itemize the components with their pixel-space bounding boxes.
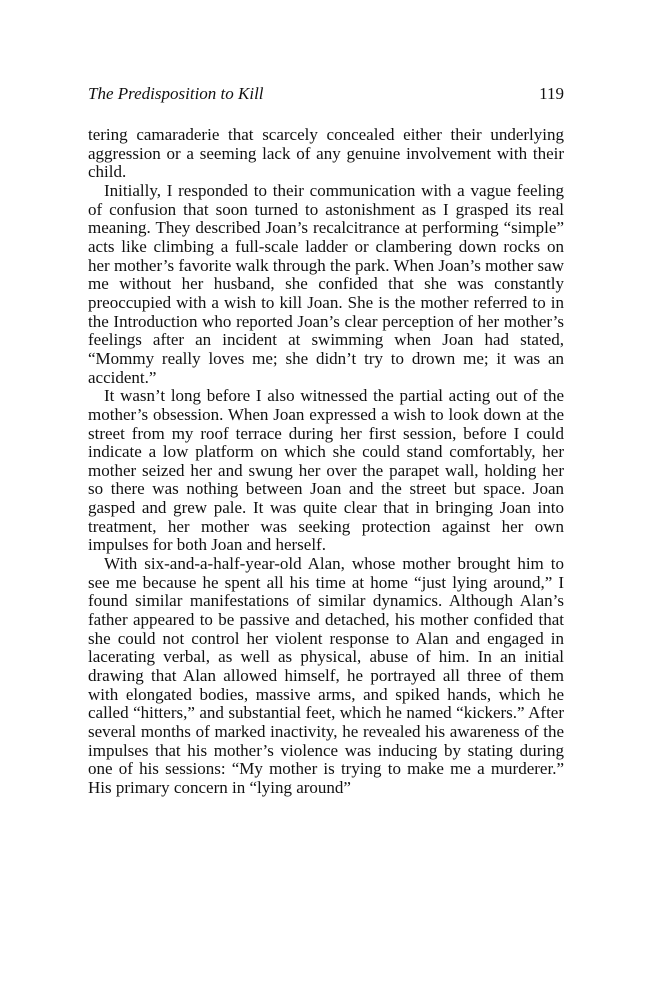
book-page: [88, 84, 564, 798]
paragraph-roof-terrace: It wasn’t long before I also witnessed the partial acting out of the mother’s obsession. When Joan expressed a wish to look down at the street from my roof terrace during her first session, before I could indicate a low platform on which she could stand comfortably, her mother seized her and swung her over the parapet wall, holding her so there was nothing between Joan and the street but space. Joan gasped and grew pale. It was quite clear that in bringing Joan into treatment, her mother was seeking protection against her own impulses for both Joan and herself.: [88, 386, 564, 555]
body-text: [88, 126, 564, 798]
paragraph-alan: With six-and-a-half-year-old Alan, whose mother brought him to see me because he spent all his time at home “just lying around,” I found similar manifestations of similar dynamics. Although Alan’s father appeared to be passive and detached, his mother confided that she could not control her violent response to Alan and engaged in lacerating verbal, as well as physical, abuse of him. In an initial drawing that Alan allowed himself, he portrayed all three of them with elongated bodies, massive arms, and spiked hands, which he called “hitters,” and substantial feet, which he named “kickers.” After several months of marked inactivity, he revealed his awareness of the impulses that his mother’s violence was inducing by stating during one of his sessions: “My mother is trying to make me a murderer.” His primary concern in “lying around”: [88, 554, 564, 797]
running-title: The Predisposition to Kill: [88, 84, 264, 103]
paragraph-continuation: tering camaraderie that scarcely concealed either their underlying aggression or a seeming lack of any genuine involvement with their child.: [88, 125, 564, 182]
paragraph-joan-parents: Initially, I responded to their communication with a vague feeling of confusion that soon turned to astonishment as I grasped its real meaning. They described Joan’s recalcitrance at performing “simple” acts like climbing a full-scale ladder or clambering down rocks on her mother’s favorite walk through the park. When Joan’s mother saw me without her husband, she confided that she was constantly preoccupied with a wish to kill Joan. She is the mother referred to in the Introduction who reported Joan’s clear perception of her mother’s feelings after an incident at swimming when Joan had stated, “Mommy really loves me; she didn’t try to drown me; it was an accident.”: [88, 180, 564, 387]
running-head: [88, 84, 564, 110]
page-number: 119: [539, 84, 564, 103]
